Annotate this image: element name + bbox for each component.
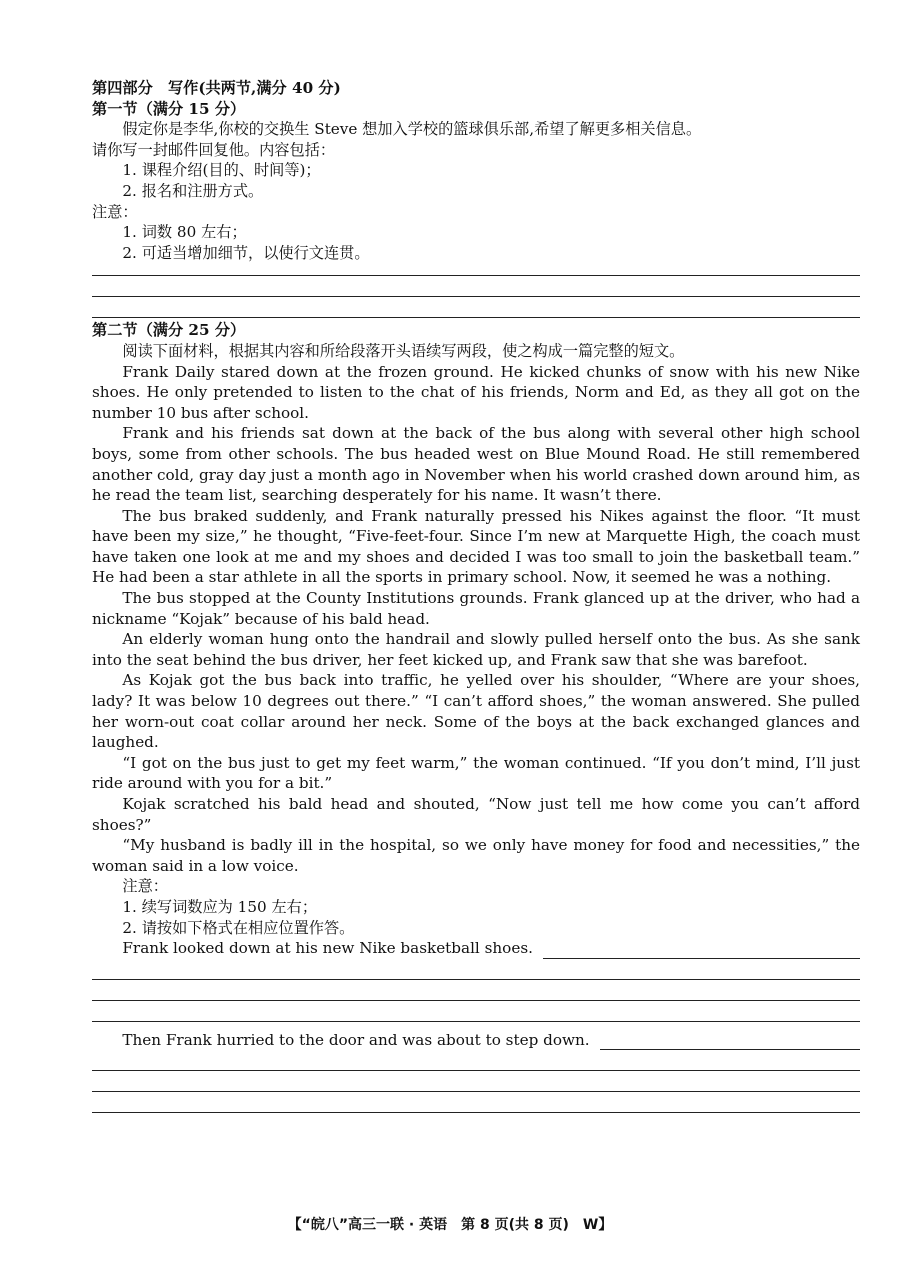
answer-line[interactable] [92, 1070, 860, 1071]
section2-note-1: 1. 续写词数应为 150 左右； [122, 897, 318, 916]
section1-item-2: 2. 报名和注册方式。 [122, 181, 264, 200]
section1-note-2: 2. 可适当增加细节，以使行文连贯。 [122, 243, 370, 262]
continuation-start-2 [92, 1030, 860, 1051]
answer-line[interactable] [92, 296, 860, 297]
section1-note-label: 注意： [92, 202, 138, 221]
story-paragraph: Frank Daily stared down at the frozen ground. He kicked chunks of snow with his new Nike shoes. He only pretended to listen to the chat of his friends, Norm and Ed, as they all got on the number 10 bus after school. [92, 362, 860, 422]
section2-note-2: 2. 请按如下格式在相应位置作答。 [122, 918, 355, 937]
story-paragraph: “I got on the bus just to get my feet warm,” the woman continued. “If you don’t mind, I’ll just ride around with you for a bit.” [92, 753, 860, 793]
answer-line[interactable] [92, 275, 860, 276]
section2-note-label: 注意： [122, 877, 168, 896]
answer-line[interactable] [92, 317, 860, 318]
answer-line[interactable] [92, 1000, 860, 1001]
section1-item-1: 1. 课程介绍(目的、时间等)； [122, 161, 321, 180]
story-paragraph: The bus braked suddenly, and Frank naturally pressed his Nikes against the floor. “It must have been my size,” he thought, “Five-feet-four. Since I’m new at Marquette High, the coach must have taken one look at me and my shoes and decided I was too small to join the basketball team.” He had been a star athlete in all the sports in primary school. Now, it seemed he was a nothing. [92, 506, 860, 587]
story-paragraph: As Kojak got the bus back into traffic, he yelled over his shoulder, “Where are your shoes, lady? It was below 10 degrees out there.” “I can’t afford shoes,” the woman answered. She pulled her worn-out coat collar around her neck. Some of the boys at the back exchanged glances and laughed. [92, 671, 860, 752]
section2-heading: 第二节（满分 25 分） [92, 321, 246, 340]
answer-line[interactable] [600, 1035, 860, 1050]
answer-line[interactable] [543, 944, 860, 959]
section2-instruction: 阅读下面材料，根据其内容和所给段落开头语续写两段，使之构成一篇完整的短文。 [122, 341, 685, 360]
answer-line[interactable] [92, 1091, 860, 1092]
answer-line[interactable] [92, 979, 860, 980]
continuation-opening-sentence-2: Then Frank hurried to the door and was about to step down. [122, 1030, 590, 1049]
continuation-start-1 [92, 938, 860, 959]
story-paragraph: Frank and his friends sat down at the back of the bus along with several other high school boys, some from other schools. The bus headed west on Blue Mound Road. He still remembered another cold, gray day just a month ago in November when his world crashed down around him, as he read the team list, searching desperately for his name. It wasn’t there. [92, 424, 860, 505]
section1-prompt-line2: 请你写一封邮件回复他。内容包括： [92, 140, 335, 159]
section1-prompt-line1: 假定你是李华,你校的交换生 Steve 想加入学校的篮球俱乐部,希望了解更多相关信息。 [122, 120, 702, 139]
continuation-opening-sentence-1: Frank looked down at his new Nike basketball shoes. [122, 939, 533, 958]
story-paragraph: Kojak scratched his bald head and shouted, “Now just tell me how come you can’t afford shoes?” [92, 795, 860, 834]
story-paragraph: “My husband is badly ill in the hospital, so we only have money for food and necessities,” the woman said in a low voice. [92, 836, 860, 875]
story-paragraph: The bus stopped at the County Institutions grounds. Frank glanced up at the driver, who had a nickname “Kojak” because of his bald head. [92, 589, 860, 628]
answer-line[interactable] [92, 1112, 860, 1113]
section1-note-1: 1. 词数 80 左右； [122, 223, 247, 242]
story-paragraph: An elderly woman hung onto the handrail and slowly pulled herself onto the bus. As she sank into the seat behind the bus driver, her feet kicked up, and Frank saw that she was barefoot. [92, 630, 860, 669]
exam-page [92, 78, 860, 1113]
page-footer: 【“皖八”高三一联 · 英语 第 8 页(共 8 页) W】 [287, 1217, 613, 1233]
section1-heading: 第一节（满分 15 分） [92, 99, 246, 118]
part4-heading: 第四部分 写作(共两节,满分 40 分) [92, 79, 341, 97]
